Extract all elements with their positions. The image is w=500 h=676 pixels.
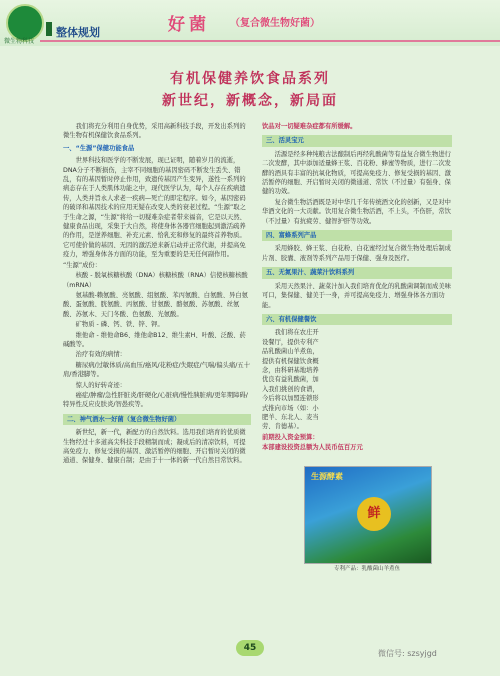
page-header [0,0,500,46]
logo-text: 微生物科技 [4,38,35,45]
paragraph: 维他命 - 维他命B6、维他命B12、维生素H、叶酸、泛酸、菸碱酸等。 [63,331,246,348]
paragraph: 惊人的好转奇迹： [75,381,126,389]
paragraph: 我们将在农庄开设餐厅，提供专利产品乳酸菌山羊煮鱼，提供有机保健饮食概念，由科研基地培养优良有益乳酸菌，加入我们挑创的食谱，今后将以加盟连锁形式推向市场（如：小肥羊、东北人、麦当劳、肯德基）。 [262,329,319,431]
heading-3: 三、活灵宝元 [262,135,452,146]
paragraph: 新世纪，新一代，新配方的自然饮料。选用我们培育的优质微生物经过十多道高尖科技手段精制而成；凝成后的清凉饮料，可提高免疫力、修复受损的基因、激活暂停的细胞、开启暂时关闭的微通道、保健身、健康自制；是由于十一体的新一代自然目常饮料。 [63,429,246,465]
paragraph: 世界科技和医学的不断发展，现已证明，随着岁月的流逝，DNA分子不断损伤，主宰不同细胞的基因密码不断发生丢失、错乱，有的基因暂时停止作用，致遗传基因产生变异，遂性一系列的病态存在于人类肌体功能之中，现代医学认为，每个人存在疾病遗传，人类并旨永人求老一疾病—死亡的即定程序。如今，基因密码的破译和基因技术的应用无疑在改变人类的衰老过程。“生源”取之于生命之源，“生源”将给一切疑难杂症者带来福音，它是以天然、健康食品出现，采集于大自然，将使身体各器官细胞起到激活疏养的作用，是逆养细胞、补充元素、恰乳充和修复的最终首养物质。它可使价做的基因、无因的激活逆来新启动并正常代谢，并提高免疫力，增强身体各方面的功能，至为重要的是无任何副作用。 [63,157,246,259]
main-subtitle: 新世纪，新概念，新局面 [162,93,338,109]
paragraph: 采用蜂胶、蜂王浆、白花粉、白花蜜经过复合微生物处理后制成片剂、胶囊、液剂等系列产品用于保健、强身及医疗。 [262,245,451,262]
intro-paragraph: 我们将充分利用自身优势，采用高新科技手段，开发出系列的微生物有机保健饮食品系列。 [63,123,246,140]
brand-title: 好菌 [168,15,210,35]
photo-caption: 专利产品：乳酸菌山羊煮鱼 [333,566,400,572]
heading-1: 一、“生源”保健功能食品 [63,144,135,152]
paragraph: 复合微生物活酒既是对中华几千年传统酒文化的创新，又是对中华酒文化的一大贡献。饮用复合微生物活酒，不上头，不伤肝，常饮（不过量）有抗疲劳、健智护肝等功效。 [262,198,451,225]
section-marker [46,22,52,36]
paragraph: 氨基酸-赖氨酸、亮氨酸、组氨酸、苯丙氨酸、白氨酸、异白氨酸、蛋氨酸、胱氨酸、丙氨酸、甘氨酸、酪氨酸、苏氨酸、丝氨酸、苏氨木、天门冬酸、色氨酸、光氨酸。 [63,291,248,318]
header-divider [40,40,500,42]
budget-heading: 前期投入资金预算： [262,433,319,441]
product-photo [304,466,432,564]
heading-5: 五、无氮果汁、蔬菜汁饮料系列 [262,267,452,278]
brand-subtitle: （复合微生物好菌） [230,18,320,29]
budget-amount: 本部建设投资总额为人民币伍百万元 [262,444,363,452]
lead-text: 饮品对一切疑难杂症都有所缓解。 [262,123,357,130]
page-number: 45 [236,640,264,656]
paragraph: 糖尿病/过敏体质/高血压/癌风/花粉症/失眠症/气喘/偏头痛/五十肩/香港脚等。 [63,361,250,379]
heading-6: 六、有机保健餐饮 [262,314,452,325]
paragraph: 核酸 - 脱氧核糖核酸（DNA）核糖核酸（RNA）信使核糖核酸（mRNA） [63,272,248,289]
main-title: 有机保健养饮食品系列 [170,71,330,87]
paragraph: 采用天然果汁、蔬菜汁加入我们培育优化的乳酸菌调制而成美味可口，集保健、健美于一身，并可提高免疫力、增强身体各方面功能。 [262,282,451,309]
paragraph: 癌症/肿瘤/急性肝脏炎/肝硬化/心脏病/慢性胰脏病/更年期障碍/特异性反应皮肤炎/智愚疾等。 [63,391,248,409]
paragraph: 治疗有效的病情： [75,351,126,359]
section-title: 整体规划 [56,26,100,39]
right-column [262,122,452,454]
watermark: 微信号: szsyjgd [378,649,437,658]
subheading: “生源”成份： [63,261,102,269]
paragraph: 矿物质 - 磷、钙、铁、锌、钾。 [75,321,164,329]
fresh-badge: 鲜 [357,497,391,531]
paragraph: 活源是经多种纯粮古法酿制后再经乳酸菌等有益复合微生物进行二次发酵，其中添加适量蜂王浆、百花粉、蜂蜜等物质，进行二次发酵的酒具有丰富的抗氧化物质，可提高免疫力、修复受损的基因、激活暂停的细胞、开启暂时关闭的微通道、常饮（不过量）有强身、保健的功效。 [262,150,451,196]
left-column [63,122,251,467]
heading-2: 二、神气酒水一好菌（复合微生物好菌） [63,414,251,425]
heading-4: 四、富蜂系列产品 [262,230,452,241]
photo-title: 生源酵素 [311,472,343,481]
